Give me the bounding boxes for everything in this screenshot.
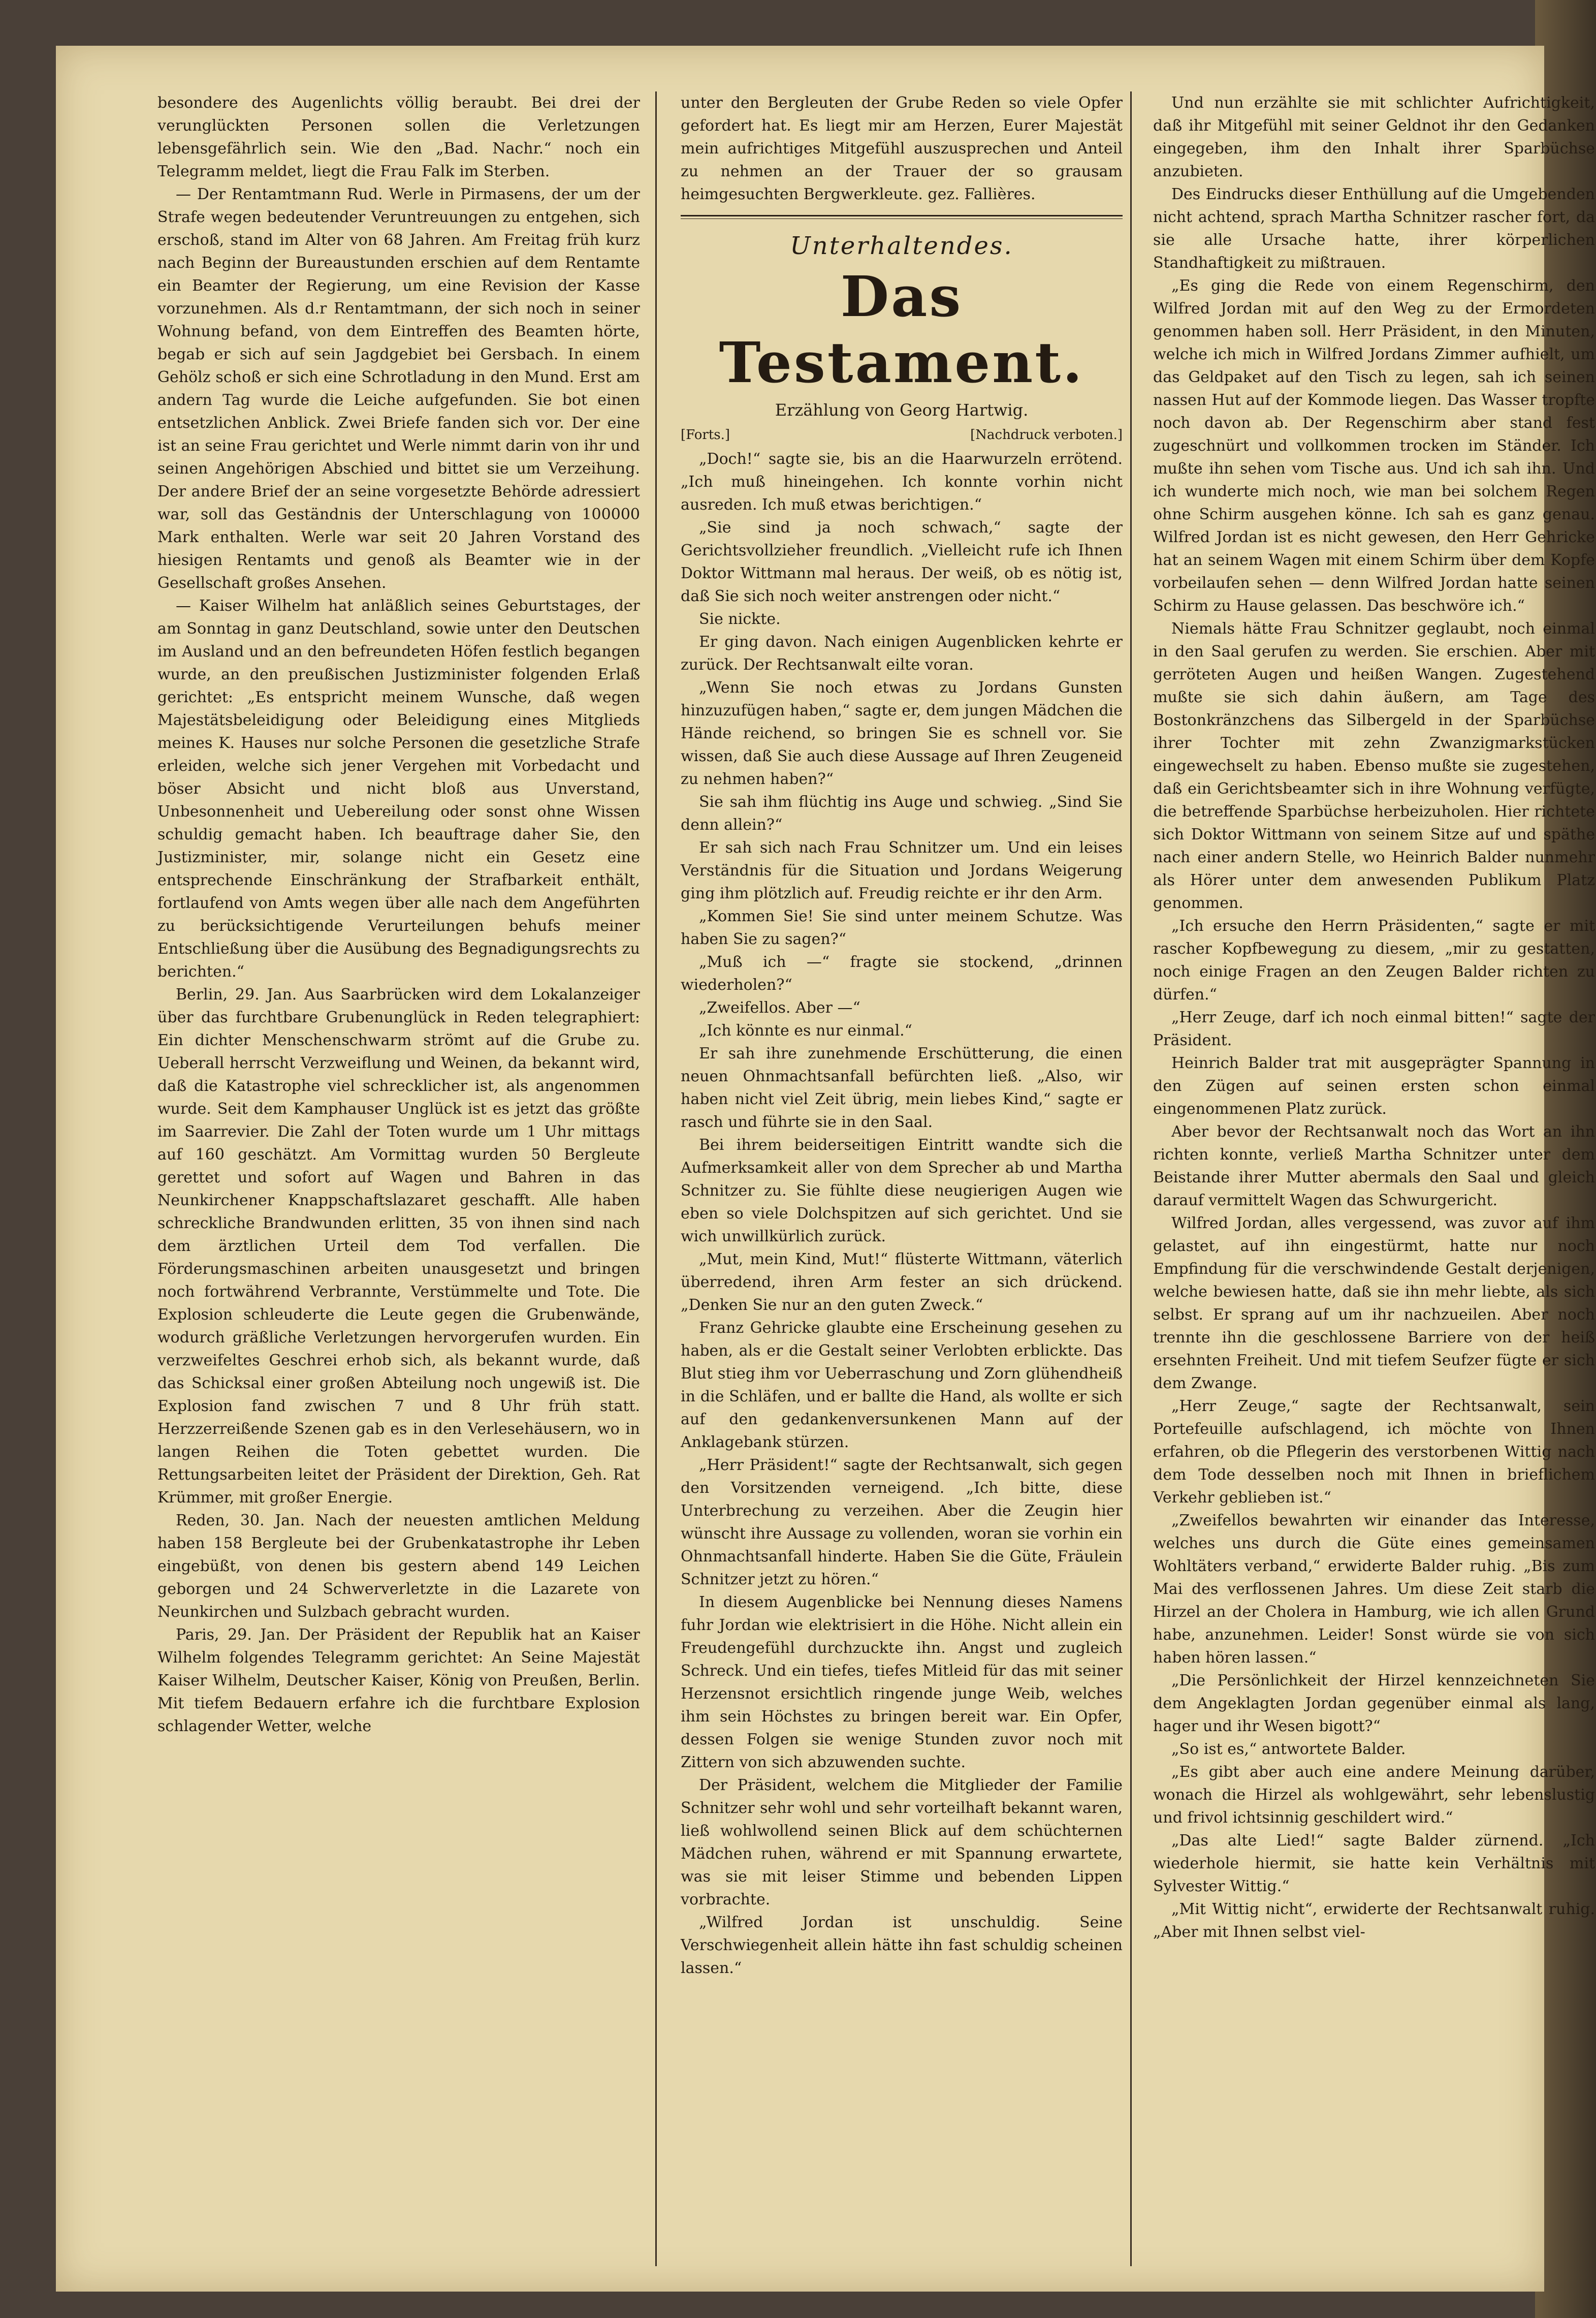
column-news-1	[157, 91, 640, 2276]
story-paragraph: „Ich ersuche den Herrn Präsidenten,“ sagte er mit rascher Kopfbewegung zu diesem, „mir zu gestatten, noch einige Fragen an den Zeugen Balder richten zu dürfen.“	[1153, 917, 1595, 1004]
story-paragraph: „Es gibt aber auch eine andere Meinung darüber, wonach die Hirzel als wohlgewährt, sehr lebenslustig und frivol ichtsinnig geschildert wird.“	[1153, 1763, 1595, 1827]
story-paragraph: „Ich könnte es nur einmal.“	[699, 1022, 912, 1040]
story-paragraph: „Mut, mein Kind, Mut!“ flüsterte Wittmann, väterlich überredend, ihren Arm fester an sich drückend. „Denken Sie nur an den guten Zweck.“	[681, 1250, 1123, 1314]
story-paragraph: Niemals hätte Frau Schnitzer geglaubt, noch einmal in den Saal gerufen zu werden. Sie erschien. Aber mit gerröteten Augen und heißen Wangen. Zugestehend mußte sie sich dahin äußern, am Tage des Bostonkränzchens das Silbergeld in der Sparbüchse ihrer Tochter mit zehn Zwanzigmarkstücken eingewechselt zu haben. Ebenso mußte sie zugestehen, daß ein Gerichtsbeamter sich in ihre Wohnung verfügte, die betreffende Sparbüchse herbeizuholen. Hier richtete sich Doktor Wittmann von seinem Sitze auf und späthe nach einer andern Stelle, wo Heinrich Balder nunmehr als Hörer unter dem anwesenden Publikum Platz genommen.	[1153, 620, 1595, 912]
story-paragraph: „Mit Wittig nicht“, erwiderte der Rechtsanwalt ruhig. „Aber mit Ihnen selbst viel-	[1153, 1900, 1595, 1941]
story-paragraph: Er sah ihre zunehmende Erschütterung, die einen neuen Ohnmachtsanfall befürchten ließ. „Also, wir haben nicht viel Zeit übrig, mein liebes Kind,“ sagte er rasch und führte sie in den Saal.	[681, 1045, 1123, 1131]
story-paragraph: Aber bevor der Rechtsanwalt noch das Wort an ihn richten konnte, verließ Martha Schnitzer unter dem Beistande ihrer Mutter abermals den Saal und gleich darauf vermittelt Wagen das Schwurgericht.	[1153, 1123, 1595, 1209]
story-paragraph: Sie nickte.	[699, 610, 781, 628]
story-paragraph: Des Eindrucks dieser Enthüllung auf die Umgebenden nicht achtend, sprach Martha Schnitzer rascher fort, da sie alle Ursache hatte, ihrer körperlichen Standhaftigkeit zu mißtrauen.	[1153, 185, 1595, 272]
story-paragraph: „So ist es,“ antwortete Balder.	[1171, 1740, 1406, 1758]
story-paragraph: „Herr Zeuge, darf ich noch einmal bitten!“ sagte der Präsident.	[1153, 1009, 1595, 1049]
story-paragraph: Er ging davon. Nach einigen Augenblicken kehrte er zurück. Der Rechtsanwalt eilte voran.	[681, 633, 1123, 674]
newspaper-page	[56, 46, 1595, 2292]
story-paragraph: „Muß ich —“ fragte sie stockend, „drinnen wiederholen?“	[681, 953, 1123, 994]
story-paragraph: Wilfred Jordan, alles vergessend, was zuvor auf ihm gelastet, auf ihn eingestürmt, hatte nur noch Empfindung für die verschwindende Gestalt derjenigen, welche bewiesen hatte, daß sie ihn mehr liebte, als sich selbst. Er sprang auf um ihr nachzueilen. Aber noch trennte ihn die geschlossene Barriere von der heiß ersehnten Freiheit. Und mit tiefem Seufzer fügte er sich dem Zwange.	[1153, 1214, 1595, 1392]
news-paragraph: — Der Rentamtmann Rud. Werle in Pirmasens, der um der Strafe wegen bedeutender Veruntreuungen zu entgehen, sich erschoß, stand im Alter von 68 Jahren. Am Freitag früh kurz nach Beginn der Bureaustunden erschien auf dem Rentamte ein Beamter der Regierung, um eine Revision der Kasse vorzunehmen. Als d.r Rentamtmann, der sich noch in seiner Wohnung befand, von dem Eintreffen des Beamten hörte, begab er sich auf sein Jagdgebiet bei Gersbach. In einem Gehölz schoß er sich eine Schrotladung in den Mund. Erst am andern Tag wurde die Leiche aufgefunden. Sie bot einen entsetzlichen Anblick. Zwei Briefe fanden sich vor. Der eine ist an seine Frau gerichtet und Werle nimmt darin von ihr und seinen Angehörigen Abschied und bittet sie um Verzeihung. Der andere Brief der an seine vorgesetzte Behörde adressiert war, soll das Geständnis der Unterschlagung von 100000 Mark enthalten. Werle war seit 20 Jahren Vorstand des hiesigen Rentamts und genoß als Beamter wie in der Gesellschaft großes Ansehen.	[157, 185, 640, 592]
story-paragraph: „Sie sind ja noch schwach,“ sagte der Gerichtsvollzieher freundlich. „Vielleicht rufe ich Ihnen Doktor Wittmann mal heraus. Der weiß, ob es nötig ist, daß Sie sich noch weiter anstrengen oder nicht.“	[681, 519, 1123, 605]
story-paragraph: „Doch!“ sagte sie, bis an die Haarwurzeln errötend. „Ich muß hineingehen. Ich konnte vorhin nicht ausreden. Ich muß etwas berichtigen.“	[681, 450, 1123, 514]
column-feuilleton	[681, 91, 1123, 2276]
continuation-note: [Forts.]	[681, 427, 730, 443]
story-paragraph: In diesem Augenblicke bei Nennung dieses Namens fuhr Jordan wie elektrisiert in die Höhe. Nicht allein ein Freudengefühl durchzuckte ihn. Angst und zugleich Schreck. Und ein tiefes, tiefes Mitleid für das mit seiner Herzensnot ersichtlich ringende junge Weib, welches ihm sein Höchstes zu bringen bereit war. Ein Opfer, dessen Folgen sie wenige Stunden zuvor noch mit Zittern von sich abzuwenden suchte.	[681, 1593, 1123, 1771]
story-paragraph: „Herr Präsident!“ sagte der Rechtsanwalt, sich gegen den Vorsitzenden verneigend. „Ich bitte, diese Unterbrechung zu verzeihen. Aber die Zeugin hier wünscht ihre Aussage zu vollenden, woran sie vorhin ein Ohnmachtsanfall hinderte. Haben Sie die Güte, Fräulein Schnitzer jetzt zu hören.“	[681, 1456, 1123, 1588]
news-paragraph: unter den Bergleuten der Grube Reden so viele Opfer gefordert hat. Es liegt mir am Herzen, Eurer Majestät mein aufrichtiges Mitgefühl auszusprechen und Anteil zu nehmen an der Trauer der so grausam heimgesuchten Bergwerkleute. gez. Fallières.	[681, 94, 1123, 203]
story-paragraph: Franz Gehricke glaubte eine Erscheinung gesehen zu haben, als er die Gestalt seiner Verlobten erblickte. Das Blut stieg ihm vor Ueberraschung und Zorn glühendheiß in die Schläfen, und er ballte die Hand, als wollte er sich auf den gedankenversunkenen Mann auf der Anklagebank stürzen.	[681, 1319, 1123, 1451]
reprint-note: [Nachdruck verboten.]	[970, 427, 1123, 443]
story-notes	[681, 424, 1123, 446]
story-paragraph: „Es ging die Rede von einem Regenschirm, den Wilfred Jordan mit auf den Weg zu der Ermordeten genommen haben soll. Herr Präsident, in den Minuten, welche ich mich in Wilfred Jordans Zimmer aufhielt, um das Geldpaket auf den Tisch zu legen, sah ich seinen nassen Hut auf der Kommode liegen. Das Wasser tropfte noch davon ab. Der Regenschirm aber stand fest zugeschnürt und vollkommen trocken im Ständer. Ich mußte ihn sehen vom Tische aus. Und ich sah ihn. Und ich wunderte mich noch, wie man bei solchem Regen ohne Schirm ausgehen könne. Ich sah es ganz genau. Wilfred Jordan ist es nicht gewesen, den Herr Gehricke hat an seinem Wagen mit einem Schirm über dem Kopfe vorbeilaufen sehen — denn Wilfred Jordan hatte seinen Schirm zu Hause gelassen. Das beschwöre ich.“	[1153, 277, 1595, 615]
news-paragraph: Berlin, 29. Jan. Aus Saarbrücken wird dem Lokalanzeiger über das furchtbare Grubenunglück in Reden telegraphiert: Ein dichter Menschenschwarm strömt auf die Grube zu. Ueberall herrscht Verzweiflung und Weinen, da bekannt wird, daß die Katastrophe viel schrecklicher ist, als angenommen wurde. Seit dem Kamphauser Unglück ist es jetzt das größte im Saarrevier. Die Zahl der Toten wurde um 1 Uhr mittags auf 160 geschätzt. Am Vormittag wurden 50 Bergleute gerettet und sofort auf Wagen und Bahren in das Neunkirchener Knappschaftslazaret geschafft. Alle haben schreckliche Brandwunden erlitten, 35 von ihnen sind nach dem ärztlichen Urteil dem Tod verfallen. Die Förderungsmaschinen arbeiten unausgesetzt und bringen noch fortwährend Verbrannte, Verstümmelte und Tote. Die Explosion schleuderte die Leute gegen die Grubenwände, wodurch gräßliche Verletzungen hervorgerufen wurden. Ein verzweifeltes Geschrei erhob sich, als bekannt wurde, daß das Schicksal einer großen Abteilung noch ungewiß ist. Die Explosion fand zwischen 7 und 8 Uhr früh statt. Herzzerreißende Szenen gab es in den Verlesehäusern, wo in langen Reihen die Toten gebettet wurden. Die Rettungsarbeiten leitet der Präsident der Direktion, Geh. Rat Krümmer, mit großer Energie.	[157, 986, 640, 1507]
story-paragraph: „Zweifellos bewahrten wir einander das Interesse, welches uns durch die Güte eines gemeinsamen Wohltäters verband,“ erwiderte Balder ruhig. „Bis zum Mai des verflossenen Jahres. Um diese Zeit starb die Hirzel an der Cholera in Hamburg, wie ich allen Grund habe, anzunehmen. Leider! Sonst würde sie von sich haben hören lassen.“	[1153, 1512, 1595, 1667]
story-paragraph: „Zweifellos. Aber —“	[699, 999, 860, 1017]
story-title: Das Testament.	[719, 264, 1084, 395]
news-paragraph: besondere des Augenlichts völlig beraubt. Bei drei der verunglückten Personen sollen die Verletzungen lebensgefährlich sein. Wie den „Bad. Nachr.“ noch ein Telegramm meldet, liegt die Frau Falk im Sterben.	[157, 94, 640, 180]
story-paragraph: Bei ihrem beiderseitigen Eintritt wandte sich die Aufmerksamkeit aller von dem Sprecher ab und Martha Schnitzer zu. Sie fühlte diese neugierigen Augen wie eben so viele Dolchspitzen auf sich gerichtet. Und sie wich unwillkürlich zurück.	[681, 1136, 1123, 1245]
story-paragraph: Heinrich Balder trat mit ausgeprägter Spannung in den Zügen auf seinen ersten schon einmal eingenommenen Platz zurück.	[1153, 1054, 1595, 1118]
story-paragraph: „Das alte Lied!“ sagte Balder zürnend. „Ich wiederhole hiermit, sie hatte kein Verhältnis mit Sylvester Wittig.“	[1153, 1832, 1595, 1895]
news-paragraph: Reden, 30. Jan. Nach der neuesten amtlichen Meldung haben 158 Bergleute bei der Grubenkatastrophe ihr Leben eingebüßt, von denen bis gestern abend 149 Leichen geborgen und 24 Schwerverletzte in die Lazarete von Neunkirchen und Sulzbach gebracht wurden.	[157, 1512, 640, 1621]
story-paragraph: „Wilfred Jordan ist unschuldig. Seine Verschwiegenheit allein hätte ihn fast schuldig scheinen lassen.“	[681, 1914, 1123, 1977]
news-paragraph: — Kaiser Wilhelm hat anläßlich seines Geburtstages, der am Sonntag in ganz Deutschland, sowie unter den Deutschen im Ausland und an den befreundeten Höfen festlich begangen wurde, an den preußischen Justizminister folgenden Erlaß gerichtet: „Es entspricht meinem Wunsche, daß wegen Majestätsbeleidigung oder Beleidigung eines Mitglieds meines K. Hauses nur solche Personen die gesetzliche Strafe erleiden, welche sich jener Vergehen mit Vorbedacht und böser Absicht und nicht bloß aus Unverstand, Unbesonnenheit und Uebereilung oder sonst ohne Wissen schuldig gemacht haben. Ich beauftrage daher Sie, den Justizminister, mir, solange nicht ein Gesetz eine entsprechende Einschränkung der Strafbarkeit enthält, fortlaufend von Amts wegen über alle nach dem Angeführten zu berücksichtigende Verurteilungen behufs meiner Entschließung über die Ausübung des Begnadigungsrechts zu berichten.“	[157, 597, 640, 981]
news-paragraph: Paris, 29. Jan. Der Präsident der Republik hat an Kaiser Wilhelm folgendes Telegramm gerichtet: An Seine Majestät Kaiser Wilhelm, Deutscher Kaiser, König von Preußen, Berlin. Mit tiefem Bedauern erfahre ich die furchtbare Explosion schlagender Wetter, welche	[157, 1626, 640, 1735]
story-paragraph: „Wenn Sie noch etwas zu Jordans Gunsten hinzuzufügen haben,“ sagte er, dem jungen Mädchen die Hände reichend, so bringen Sie es schnell vor. Sie wissen, daß Sie auch diese Aussage auf Ihren Zeugeneid zu nehmen haben?“	[681, 679, 1123, 788]
story-paragraph: „Herr Zeuge,“ sagte der Rechtsanwalt, sein Portefeuille aufschlagend, ich möchte von Ihnen erfahren, ob die Pflegerin des verstorbenen Wittig nach dem Tode desselben noch mit Ihnen in brieflichem Verkehr geblieben ist.“	[1153, 1397, 1595, 1507]
column-story-continued	[1153, 91, 1595, 2276]
column-rule-1	[655, 91, 657, 2266]
column-rule-2	[1130, 91, 1132, 2266]
story-paragraph: „Die Persönlichkeit der Hirzel kennzeichneten Sie dem Angeklagten Jordan gegenüber einmal als lang, hager und ihr Wesen bigott?“	[1153, 1672, 1595, 1735]
story-byline: Erzählung von Georg Hartwig.	[775, 400, 1029, 420]
story-paragraph: Der Präsident, welchem die Mitglieder der Familie Schnitzer sehr wohl und sehr vorteilhaft bekannt waren, ließ wohlwollend seinen Blick auf dem schüchternen Mädchen ruhen, während er mit Spannung erwartete, was sie mit leiser Stimme und bebenden Lippen vorbrachte.	[681, 1776, 1123, 1908]
story-paragraph: Sie sah ihm flüchtig ins Auge und schwieg. „Sind Sie denn allein?“	[681, 793, 1123, 834]
story-paragraph: Und nun erzählte sie mit schlichter Aufrichtigkeit, daß ihr Mitgefühl mit seiner Geldnot ihr den Gedanken eingegeben, ihm den Inhalt ihrer Sparbüchse anzubieten.	[1153, 94, 1595, 180]
section-divider	[681, 215, 1123, 219]
story-paragraph: „Kommen Sie! Sie sind unter meinem Schutze. Was haben Sie zu sagen?“	[681, 907, 1123, 948]
story-paragraph: Er sah sich nach Frau Schnitzer um. Und ein leises Verständnis für die Situation und Jordans Weigerung ging ihm plötzlich auf. Freudig reichte er ihr den Arm.	[681, 839, 1123, 902]
section-label: Unterhaltendes.	[790, 232, 1013, 260]
